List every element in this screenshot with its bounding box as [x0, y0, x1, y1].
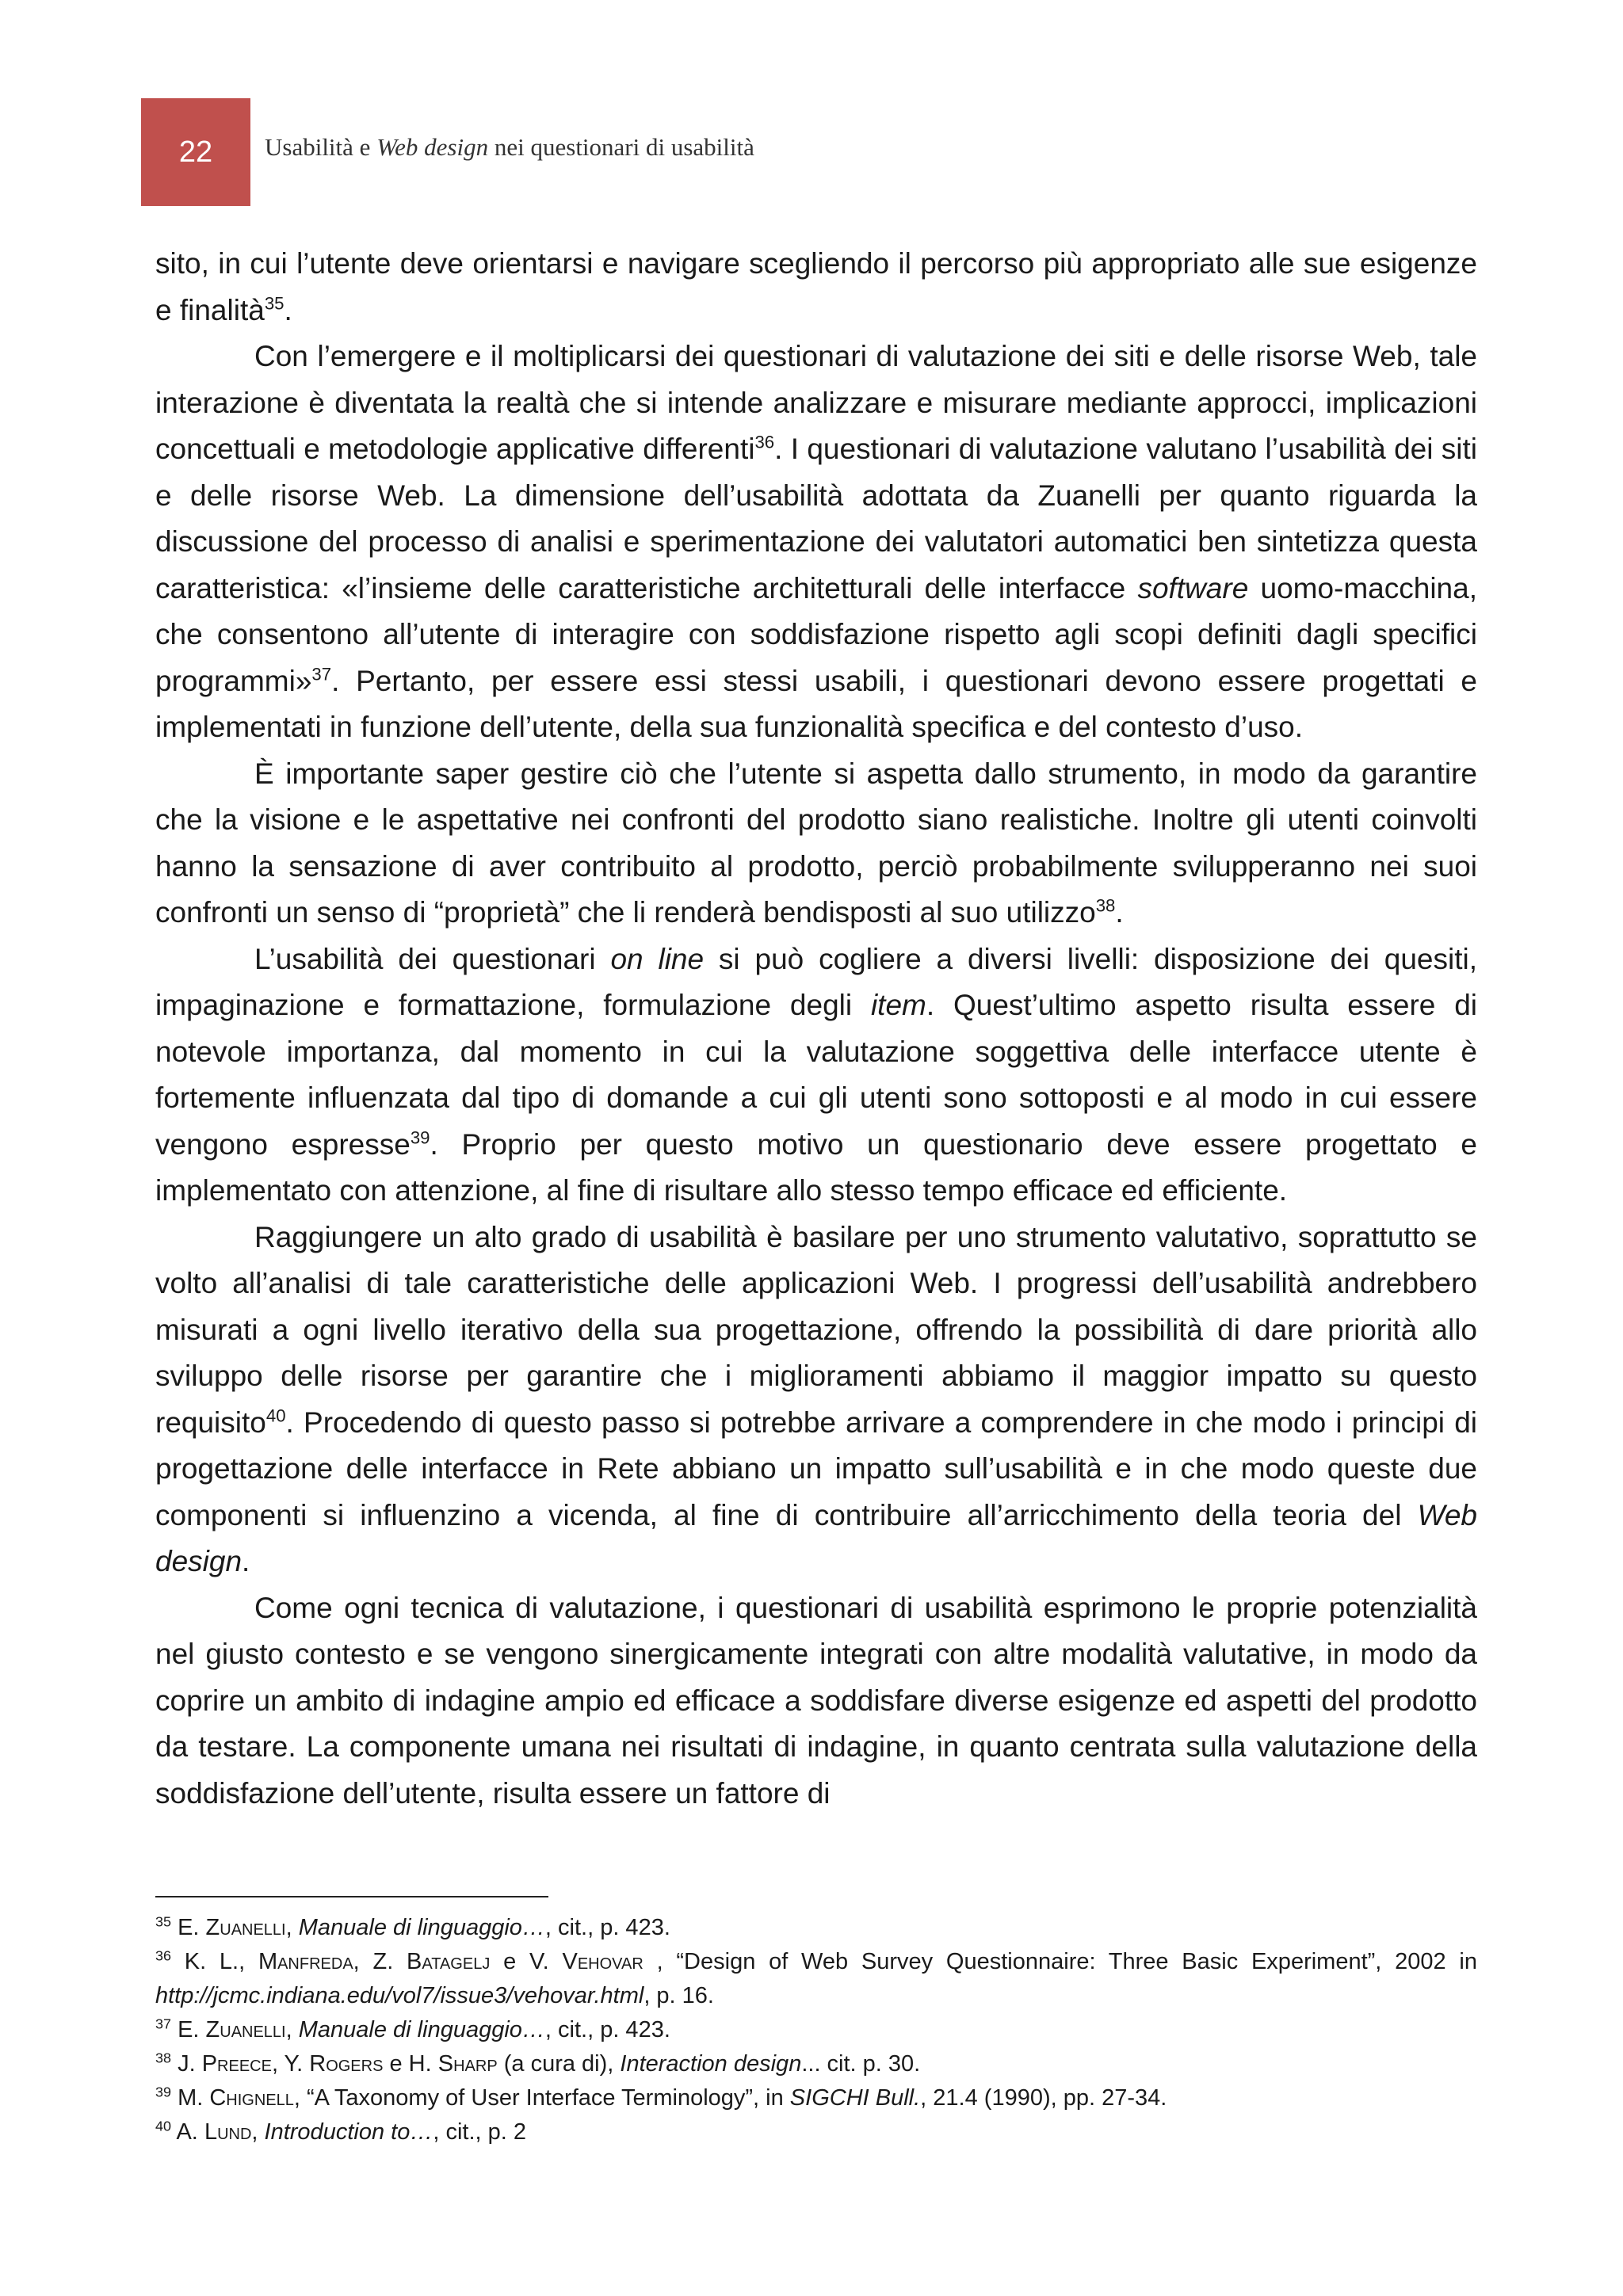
paragraph-6 — [155, 1585, 1477, 1817]
author-name: Sharp — [437, 2051, 498, 2077]
author-name: Chignell — [209, 2085, 294, 2111]
page-number: 22 — [178, 135, 213, 169]
text-run: Come ogni tecnica di valutazione, i questionari di usabilità esprimono le proprie potenzialità nel giusto contesto e se vengono sinergicamente integrati con altre modalità valutative, in modo da coprire un ambito di indagine ampio ed efficace a soddisfare diverse esigenze ed aspetti del prodotto da testare. La componente umana nei risultati di indagine, in quanto centrata sulla valutazione della soddisfazione dell’utente, risulta essere un fattore di — [155, 1591, 1477, 1810]
author-name: Preece — [201, 2051, 272, 2077]
running-head-text: Usabilità e — [265, 133, 377, 161]
author-name: Zuanelli — [205, 1915, 286, 1940]
paragraph-3 — [155, 751, 1477, 936]
author-name: Lund — [204, 2119, 252, 2145]
text-run: , cit., p. 423. — [544, 1915, 670, 1940]
italic-term: Web design — [155, 1498, 1477, 1577]
paragraph-4 — [155, 936, 1477, 1215]
text-run: , p. 16. — [643, 1983, 714, 2008]
author-name: Batagelj — [407, 1949, 491, 1974]
footnote-40 — [155, 2115, 1477, 2149]
footnote-separator — [155, 1896, 548, 1897]
italic-term: software — [1137, 571, 1249, 605]
text-run: . — [1115, 896, 1124, 929]
text-run: (a cura di), — [497, 2051, 621, 2077]
author-name: Manfreda — [258, 1949, 353, 1974]
text-run: . Pertanto, per essere essi stessi usabili, i questionari devono essere progettati e implementati in funzione dell’utente, della sua funzionalità specifica e del contesto d’uso. — [155, 664, 1477, 743]
paragraph-2 — [155, 334, 1477, 751]
text-run: E. — [178, 2017, 206, 2042]
footnote-36 — [155, 1945, 1477, 2013]
running-head-italic: Web design — [376, 133, 489, 161]
text-run: È importante saper gestire ciò che l’utente si aspetta dallo strumento, in modo da garantire che la visione e le aspettative nei confronti del prodotto siano realistiche. Inoltre gli utenti coinvolti hanno la sensazione di aver contribuito al prodotto, perciò probabilmente svilupperanno nei suoi confronti un senso di “proprietà” che li renderà bendisposti al suo utilizzo — [155, 757, 1477, 929]
page-number-box — [141, 98, 250, 206]
italic-term: item — [870, 989, 926, 1021]
text-run: , — [251, 2119, 265, 2145]
text-run: uomo-macchina, che consentono all’utente di interagire con soddisfazione rispetto agli scopi definiti dagli specifici programmi» — [155, 571, 1477, 697]
work-title: Introduction to… — [264, 2119, 433, 2145]
text-run: E. — [178, 1915, 206, 1940]
footnote-ref: 36 — [754, 432, 775, 452]
text-run: A. — [176, 2119, 204, 2145]
work-title: Manuale di linguaggio… — [298, 1915, 545, 1940]
text-run: . I questionari di valutazione valutano l’usabilità dei siti e delle risorse Web. La dimensione dell’usabilità adottata da Zuanelli per quanto riguarda la discussione del processo di analisi e sperimentazione dei valutatori automatici ben sintetizza questa caratteristica: «l’insieme delle caratteristiche architetturali delle interfacce — [155, 433, 1478, 605]
text-run: , cit., p. 2 — [433, 2119, 526, 2145]
work-title: Interaction design — [620, 2051, 802, 2077]
footnote-number: 35 — [155, 1913, 171, 1930]
text-run: e H. — [383, 2051, 438, 2077]
author-name: Rogers — [309, 2051, 384, 2077]
running-head — [265, 133, 754, 162]
text-run: Con l’emergere e il moltiplicarsi dei questionari di valutazione dei siti e delle risorse Web, tale interazione è diventata la realtà che si intende analizzare e misurare mediante approcci, implicazioni concettuali e metodologie applicative differenti — [155, 340, 1477, 465]
footnote-number: 36 — [155, 1947, 171, 1964]
text-run: sito, in cui l’utente deve orientarsi e navigare scegliendo il percorso più appropriato alle sue esigenze e finalità — [155, 247, 1477, 326]
footnote-number: 40 — [155, 2118, 171, 2134]
footnote-ref: 37 — [311, 664, 332, 685]
work-title: SIGCHI Bull. — [789, 2085, 921, 2111]
italic-term: on line — [610, 942, 705, 975]
text-run: , 21.4 (1990), pp. 27-34. — [920, 2085, 1167, 2111]
footnote-37 — [155, 2013, 1477, 2047]
author-name: Zuanelli — [205, 2017, 286, 2042]
footnote-ref: 39 — [410, 1127, 430, 1148]
footnote-ref: 35 — [264, 293, 285, 314]
text-run: , “Design of Web Survey Questionnaire: Three Basic Experiment”, 2002 in — [643, 1949, 1477, 1974]
text-run: , Y. — [271, 2051, 310, 2077]
text-run: , — [285, 2017, 299, 2042]
work-title: Manuale di linguaggio… — [298, 2017, 545, 2042]
text-run: si può cogliere a diversi livelli: disposizione dei quesiti, impaginazione e formattazione, formulazione degli — [155, 942, 1478, 1021]
footnote-ref: 38 — [1095, 895, 1116, 916]
text-run: . Quest’ultimo aspetto risulta essere di notevole importanza, dal momento in cui la valutazione soggettiva delle interfacce utente è fortemente influenzata dal tipo di domande a cui gli utenti sono sottoposti e al modo in cui essere vengono espresse — [155, 989, 1478, 1161]
footnote-ref: 40 — [265, 1405, 286, 1426]
citation-url: http://jcmc.indiana.edu/vol7/issue3/vehovar.html — [155, 1983, 644, 2008]
text-run: L’usabilità dei questionari — [254, 942, 611, 975]
text-run: . Procedendo di questo passo si potrebbe arrivare a comprendere in che modo i principi di progettazione delle interfacce in Rete abbiano un impatto sull’usabilità e in che modo queste due componenti si influenzino a vicenda, al fine di contribuire all’arricchimento della teoria del — [155, 1405, 1477, 1531]
text-run: , cit., p. 423. — [544, 2017, 670, 2042]
footnote-number: 38 — [155, 2050, 171, 2066]
footnote-38 — [155, 2047, 1477, 2081]
footnote-number: 39 — [155, 2084, 171, 2100]
paragraph-1 — [155, 241, 1477, 334]
text-run: , Z. — [353, 1949, 407, 1974]
text-run: M. — [178, 2085, 210, 2111]
page-header — [141, 98, 1488, 206]
author-name: Vehovar — [562, 1949, 643, 1974]
text-run: . Proprio per questo motivo un questionario deve essere progettato e implementato con attenzione, al fine di risultare allo stesso tempo efficace ed efficiente. — [155, 1127, 1477, 1207]
body-text — [155, 241, 1477, 1817]
text-run: K. L., — [184, 1949, 258, 1974]
text-run: e V. — [490, 1949, 563, 1974]
text-run: Raggiungere un alto grado di usabilità è basilare per uno strumento valutativo, soprattutto se volto all’analisi di tale caratteristiche delle applicazioni Web. I progressi dell’usabilità andrebbero misurati a ogni livello iterativo della sua progettazione, offrendo la possibilità di dare priorità allo sviluppo delle risorse per garantire che i miglioramenti abbiamo il maggior impatto su questo requisito — [155, 1220, 1477, 1439]
text-run: , “A Taxonomy of User Interface Terminology”, in — [293, 2085, 790, 2111]
footnotes — [155, 1911, 1477, 2149]
text-run: , — [285, 1915, 299, 1940]
text-run: . — [242, 1545, 250, 1577]
footnote-35 — [155, 1911, 1477, 1945]
running-head-text-end: nei questionari di usabilità — [488, 133, 754, 161]
text-run: . — [284, 293, 292, 326]
text-run: J. — [178, 2051, 202, 2077]
paragraph-5 — [155, 1215, 1477, 1585]
text-run: ... cit. p. 30. — [801, 2051, 921, 2077]
footnote-39 — [155, 2081, 1477, 2115]
footnote-number: 37 — [155, 2016, 171, 2032]
